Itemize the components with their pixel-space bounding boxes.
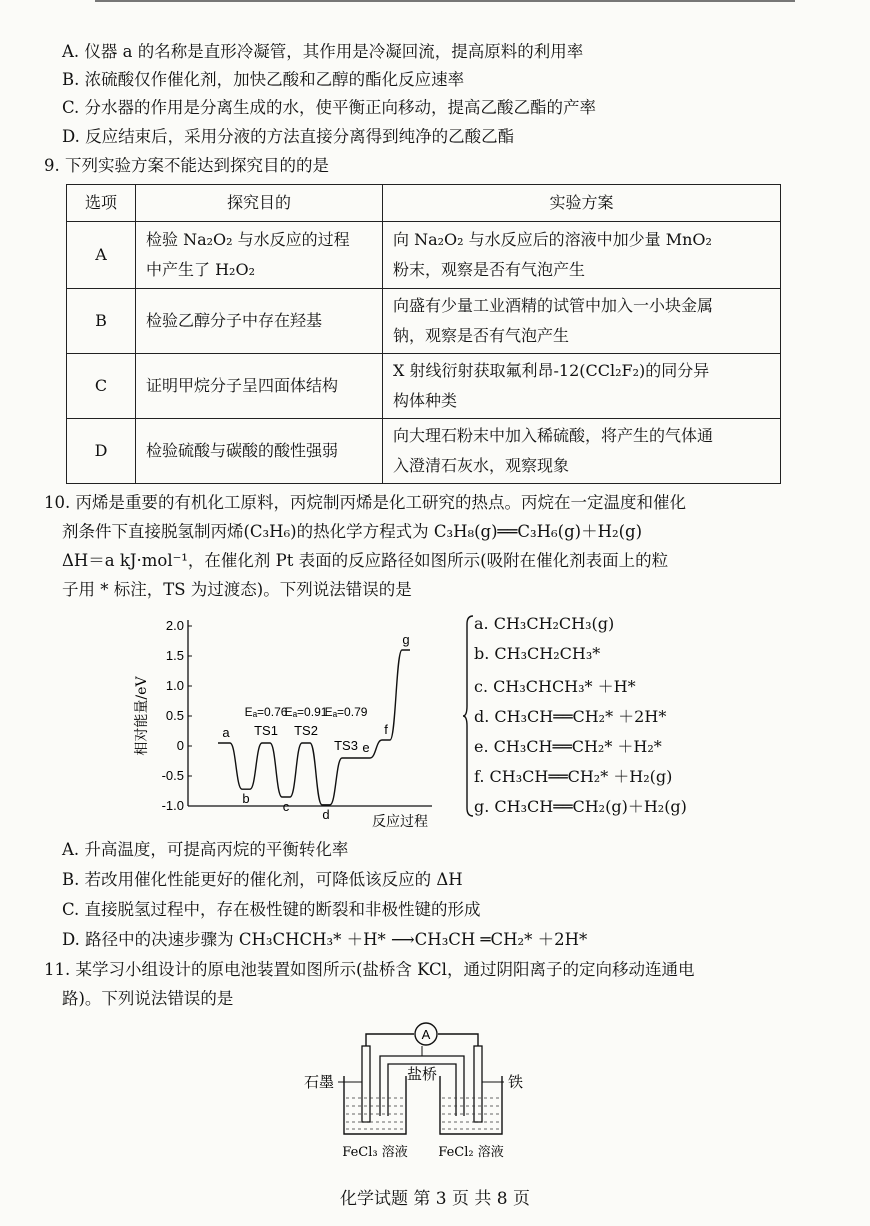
aim-line: 检验硫酸与碳酸的酸性强弱 <box>146 441 339 460</box>
point-label-c: c <box>282 799 290 814</box>
graphite-electrode <box>362 1046 370 1122</box>
row-option: B <box>67 289 136 354</box>
q8-option-c: C. 分水器的作用是分离生成的水，使平衡正向移动，提高乙酸乙酯的产率 <box>62 98 597 117</box>
y-tick-label: 1.0 <box>165 678 184 693</box>
table-header-row <box>67 185 781 222</box>
species-c: c. CH₃CHCH₃* ＋H* <box>474 677 636 696</box>
plan-line: X 射线衍射获取氟利昂-12(CCl₂F₂)的同分异 <box>393 361 710 380</box>
aim-line: 检验乙醇分子中存在羟基 <box>146 311 323 330</box>
row-plan <box>383 289 781 354</box>
y-axis-label: 相对能量/eV <box>134 676 150 756</box>
point-label-f: f <box>384 722 388 737</box>
q9-table <box>66 184 781 484</box>
aim-line: 证明甲烷分子呈四面体结构 <box>146 376 339 395</box>
left-brace-icon <box>462 614 474 818</box>
point-label-ts1: TS1 <box>254 723 278 738</box>
aim-line: 检验 Na₂O₂ 与水反应的过程 <box>146 230 350 249</box>
y-tick-label: 2.0 <box>165 618 184 633</box>
table-row <box>67 289 781 354</box>
plan-line: 向大理石粉末中加入稀硫酸，将产生的气体通 <box>393 426 714 445</box>
row-plan <box>383 419 781 484</box>
row-aim <box>136 289 383 354</box>
q10-option-c: C. 直接脱氢过程中，存在极性键的断裂和非极性键的形成 <box>62 900 481 919</box>
species-g: g. CH₃CH══CH₂(g)＋H₂(g) <box>474 797 687 816</box>
species-e: e. CH₃CH══CH₂* ＋H₂* <box>474 737 662 756</box>
row-plan <box>383 354 781 419</box>
galvanic-cell-diagram <box>296 1016 536 1166</box>
plan-line: 钠，观察是否有气泡产生 <box>393 326 570 345</box>
right-beaker <box>440 1076 502 1134</box>
iron-label: 铁 <box>508 1073 524 1091</box>
table-row <box>67 419 781 484</box>
fecl2-solution-label: FeCl₂ 溶液 <box>438 1145 504 1160</box>
q10-stem-line4: 子用 * 标注，TS 为过渡态)。下列说法错误的是 <box>62 580 412 599</box>
point-label-a: a <box>222 725 230 740</box>
y-tick-label: 0.5 <box>165 708 184 723</box>
fecl3-solution-label: FeCl₃ 溶液 <box>342 1145 408 1160</box>
activation-energy-label: Eₐ=0.91 <box>284 705 328 719</box>
activation-energy-label: Eₐ=0.79 <box>324 705 368 719</box>
iron-electrode <box>474 1046 482 1122</box>
header-plan: 实验方案 <box>383 185 781 222</box>
y-tick-label: 1.5 <box>165 648 184 663</box>
point-label-d: d <box>322 806 330 822</box>
q11-stem-line2: 路)。下列说法错误的是 <box>62 989 234 1008</box>
point-label-b: b <box>242 791 250 807</box>
y-tick-label: -0.5 <box>161 768 184 783</box>
q10-option-d: D. 路径中的决速步骤为 CH₃CHCH₃* ＋H* ⟶CH₃CH ═CH₂* ＋2H* <box>62 930 588 949</box>
q11-stem-line1: 11. 某学习小组设计的原电池装置如图所示(盐桥含 KCl，通过阴阳离子的定向移动连通电 <box>44 960 695 979</box>
energy-profile-chart <box>130 606 440 838</box>
table-row <box>67 222 781 289</box>
header-aim: 探究目的 <box>136 185 383 222</box>
species-d: d. CH₃CH══CH₂* ＋2H* <box>474 707 667 726</box>
point-label-ts3: TS3 <box>334 738 358 753</box>
plan-line: 入澄清石灰水，观察现象 <box>393 456 570 475</box>
activation-energy-label: Eₐ=0.76 <box>244 705 288 719</box>
top-border-line <box>95 0 795 2</box>
species-a: a. CH₃CH₂CH₃(g) <box>474 614 615 633</box>
q8-option-d: D. 反应结束后，采用分液的方法直接分离得到纯净的乙酸乙酯 <box>62 127 515 146</box>
row-option: A <box>67 222 136 289</box>
plan-line: 粉末，观察是否有气泡产生 <box>393 260 586 279</box>
plan-line: 构体种类 <box>393 391 458 410</box>
row-aim <box>136 222 383 289</box>
point-label-ts2: TS2 <box>294 723 318 738</box>
q10-stem-line2: 剂条件下直接脱氢制丙烯(C₃H₆)的热化学方程式为 C₃H₈(g)══C₃H₆(g)＋H₂(g) <box>62 522 643 541</box>
aim-line: 中产生了 H₂O₂ <box>146 260 255 279</box>
q10-stem-line1: 10. 丙烯是重要的有机化工原料，丙烷制丙烯是化工研究的热点。丙烷在一定温度和催化 <box>44 493 686 512</box>
x-axis-label: 反应过程 <box>372 814 428 830</box>
species-b: b. CH₃CH₂CH₃* <box>474 644 601 663</box>
plan-line: 向 Na₂O₂ 与水反应后的溶液中加少量 MnO₂ <box>393 230 712 249</box>
salt-bridge-label: 盐桥 <box>406 1065 438 1083</box>
q9-stem: 9. 下列实验方案不能达到探究目的的是 <box>44 156 329 175</box>
point-label-g: g <box>402 632 410 647</box>
left-beaker <box>344 1076 406 1134</box>
point-label-e: e <box>362 740 370 755</box>
row-aim <box>136 354 383 419</box>
q10-option-a: A. 升高温度，可提高丙烷的平衡转化率 <box>62 840 349 859</box>
page-footer: 化学试题 第 3 页 共 8 页 <box>339 1189 531 1209</box>
ammeter-label: A <box>421 1027 431 1042</box>
graphite-label: 石墨 <box>303 1073 334 1091</box>
q10-stem-line3: ΔH＝a kJ·mol⁻¹，在催化剂 Pt 表面的反应路径如图所示(吸附在催化剂表面上的粒 <box>62 551 669 570</box>
row-plan <box>383 222 781 289</box>
species-f: f. CH₃CH══CH₂* ＋H₂(g) <box>474 767 673 786</box>
y-tick-label: -1.0 <box>161 798 184 813</box>
q10-option-b: B. 若改用催化性能更好的催化剂，可降低该反应的 ΔH <box>62 870 463 889</box>
q8-option-b: B. 浓硫酸仅作催化剂，加快乙酸和乙醇的酯化反应速率 <box>62 70 465 89</box>
header-option: 选项 <box>67 185 136 222</box>
q8-option-a: A. 仪器 a 的名称是直形冷凝管，其作用是冷凝回流，提高原料的利用率 <box>62 42 584 61</box>
row-aim <box>136 419 383 484</box>
y-tick-label: 0 <box>176 738 184 753</box>
plan-line: 向盛有少量工业酒精的试管中加入一小块金属 <box>393 296 714 315</box>
row-option: D <box>67 419 136 484</box>
row-option: C <box>67 354 136 419</box>
table-row <box>67 354 781 419</box>
